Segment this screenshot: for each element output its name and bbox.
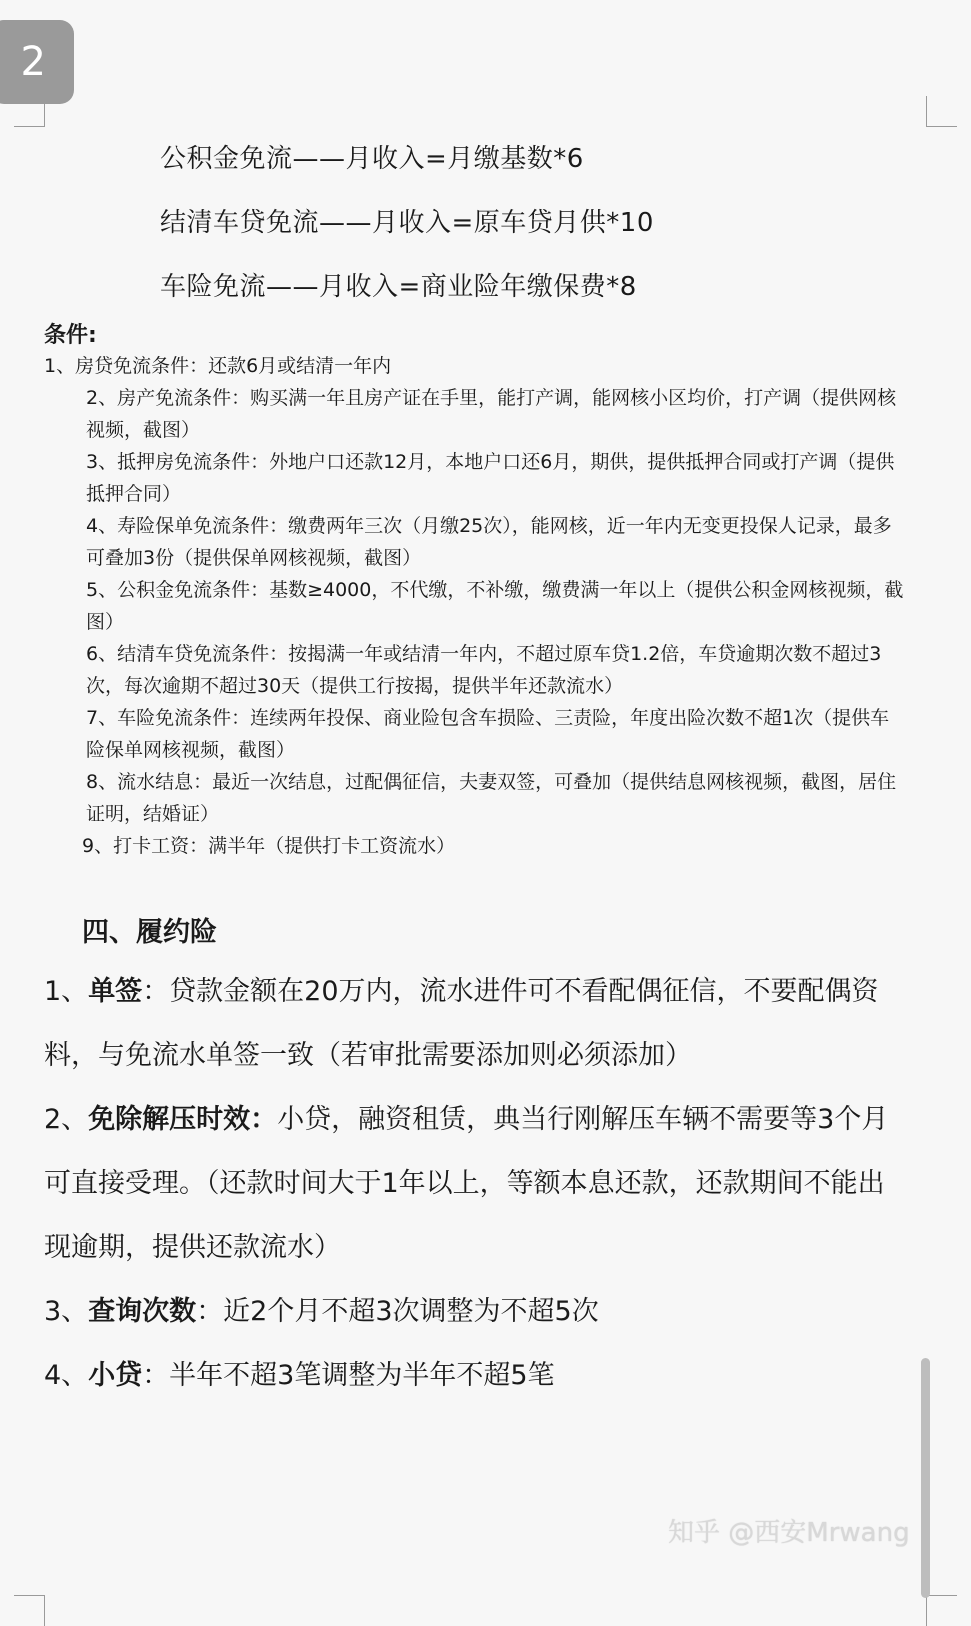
- list-item: [44, 1344, 900, 1408]
- formula-car-insurance: 车险免流——月收入=商业险年缴保费*8: [160, 272, 637, 302]
- scrollbar[interactable]: [921, 1358, 930, 1598]
- condition-item: 2、房产免流条件：购买满一年且房产证在手里，能打产调，能网核小区均价，打产调（提供网核视频，截图）: [86, 387, 897, 441]
- page-corner-mark-top-left: [14, 96, 45, 127]
- item-label: 小贷: [88, 1360, 143, 1391]
- formula-car-loan: 结清车贷免流——月收入=原车贷月供*10: [160, 208, 654, 238]
- page-corner-mark-top-right: [926, 96, 957, 127]
- page-number-badge: 2: [0, 20, 74, 104]
- condition-item: 4、寿险保单免流条件：缴费两年三次（月缴25次），能网核，近一年内无变更投保人记录，最多可叠加3份（提供保单网核视频，截图）: [86, 515, 892, 569]
- condition-item: 9、打卡工资：满半年（提供打卡工资流水）: [82, 835, 456, 857]
- conditions-title: 条件:: [44, 323, 97, 348]
- watermark: 知乎 @西安Mrwang: [668, 1518, 910, 1548]
- page-corner-mark-bottom-left: [14, 1595, 45, 1626]
- condition-item: 6、结清车贷免流条件：按揭满一年或结清一年内，不超过原车贷1.2倍，车贷逾期次数不超过3次，每次逾期不超过30天（提供工行按揭，提供半年还款流水）: [86, 643, 882, 697]
- formula-housing-fund: 公积金免流——月收入=月缴基数*6: [160, 144, 584, 174]
- condition-item: 1、房贷免流条件：还款6月或结清一年内: [44, 355, 392, 377]
- section-title: 四、履约险: [82, 917, 217, 948]
- condition-item: 5、公积金免流条件：基数≥4000，不代缴，不补缴，缴费满一年以上（提供公积金网核视频，截图）: [86, 579, 904, 633]
- item-label: 免除解压时效：: [88, 1104, 278, 1135]
- item-label: 单签: [88, 976, 143, 1007]
- list-item: [44, 1280, 900, 1344]
- list-item: [44, 1088, 900, 1280]
- item-text: 小贷，融资租赁，典当行刚解压车辆不需要等3个月可直接受理。（还款时间大于1年以上，等额本息还款，还款期间不能出现逾期，提供还款流水）: [44, 1104, 889, 1263]
- item-number: 1、: [44, 976, 89, 1007]
- item-text: ：近2个月不超3次调整为不超5次: [196, 1296, 599, 1327]
- item-number: 2、: [44, 1104, 89, 1135]
- item-number: 4、: [44, 1360, 89, 1391]
- condition-item: 7、车险免流条件：连续两年投保、商业险包含车损险、三责险，年度出险次数不超1次（提供车险保单网核视频，截图）: [86, 707, 890, 761]
- item-number: 3、: [44, 1296, 89, 1327]
- item-text: ：贷款金额在20万内，流水进件可不看配偶征信，不要配偶资料，与免流水单签一致（若审批需要添加则必须添加）: [44, 976, 879, 1071]
- condition-item: 8、流水结息：最近一次结息，过配偶征信，夫妻双签，可叠加（提供结息网核视频，截图，居住证明，结婚证）: [86, 771, 897, 825]
- page-corner-mark-bottom-right: [926, 1595, 957, 1626]
- item-text: ：半年不超3笔调整为半年不超5笔: [142, 1360, 555, 1391]
- item-label: 查询次数: [88, 1296, 197, 1327]
- list-item: [44, 960, 900, 1088]
- condition-item: 3、抵押房免流条件：外地户口还款12月，本地户口还6月，期供，提供抵押合同或打产调（提供抵押合同）: [86, 451, 895, 505]
